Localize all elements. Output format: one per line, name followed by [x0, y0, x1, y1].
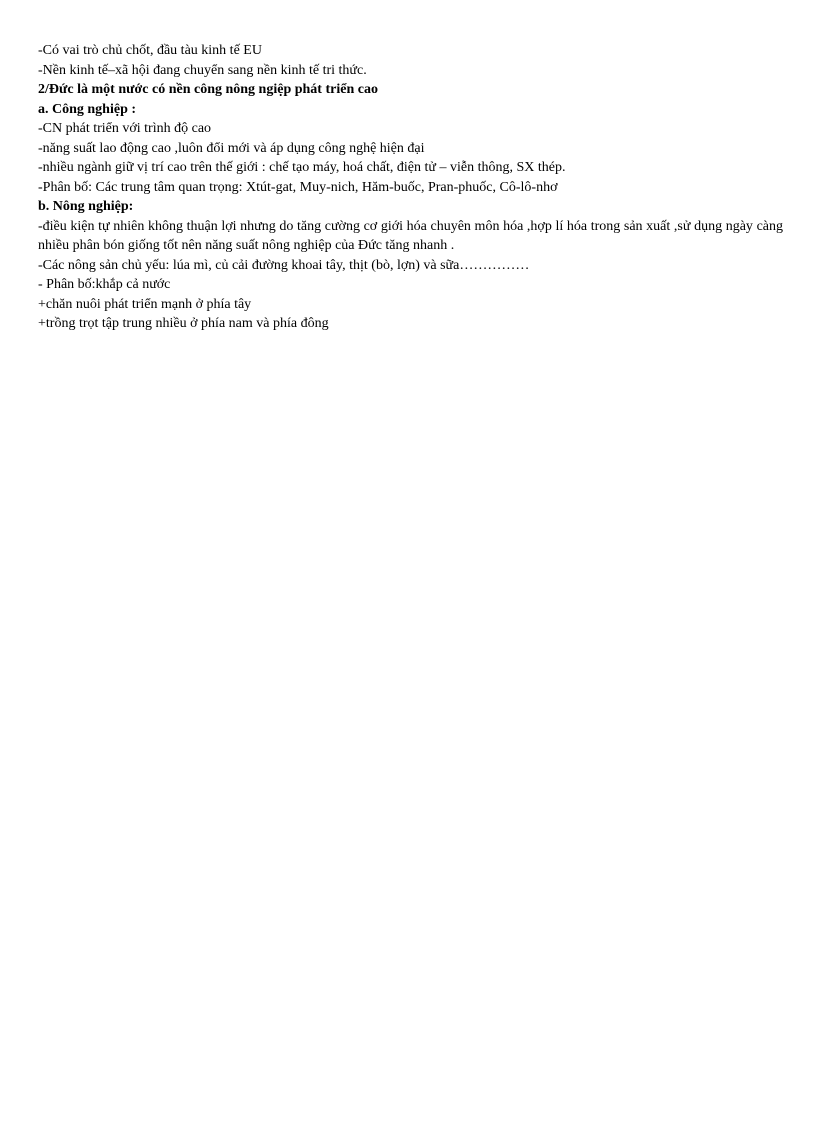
section-heading: 2/Đức là một nước có nền công nông ngiệp phát triển cao	[38, 82, 378, 97]
text-line: -năng suất lao động cao ,luôn đổi mới và áp dụng công nghệ hiện đại	[38, 140, 425, 156]
text-line: +trồng trọt tập trung nhiều ở phía nam và phía đông	[38, 316, 329, 331]
subsection-heading: a. Công nghiệp :	[38, 101, 137, 117]
text-line: -Nền kinh tế–xã hội đang chuyển sang nền kinh tế tri thức.	[38, 62, 367, 78]
text-line: +chăn nuôi phát triển mạnh ở phía tây	[38, 296, 252, 312]
text-line: -nhiều ngành giữ vị trí cao trên thế giới : chế tạo máy, hoá chất, điện tử – viễn thông, SX thép.	[38, 160, 566, 175]
text-line: -Có vai trò chủ chốt, đầu tàu kinh tế EU	[38, 43, 262, 58]
text-line: -Các nông sản chủ yếu: lúa mì, củ cải đường khoai tây, thịt (bò, lợn) và sữa……………	[38, 257, 530, 273]
text-paragraph: -điều kiện tự nhiên không thuận lợi nhưng do tăng cường cơ giới hóa chuyên môn hóa ,hợp lí hóa trong sản xuất ,sử dụng ngày càng nhiều phân bón giống tốt nên năng suất nông nghiệp của Đức tăng nhanh .	[38, 218, 783, 253]
document-page	[38, 41, 783, 334]
text-line: -Phân bố: Các trung tâm quan trọng: Xtút-gat, Muy-nich, Hăm-buốc, Pran-phuốc, Cô-lô-nhơ	[38, 179, 558, 195]
text-line: -CN phát triển với trình độ cao	[38, 121, 212, 136]
subsection-heading: b. Nông nghiệp:	[38, 199, 134, 214]
text-line: - Phân bố:khắp cả nước	[38, 277, 171, 292]
